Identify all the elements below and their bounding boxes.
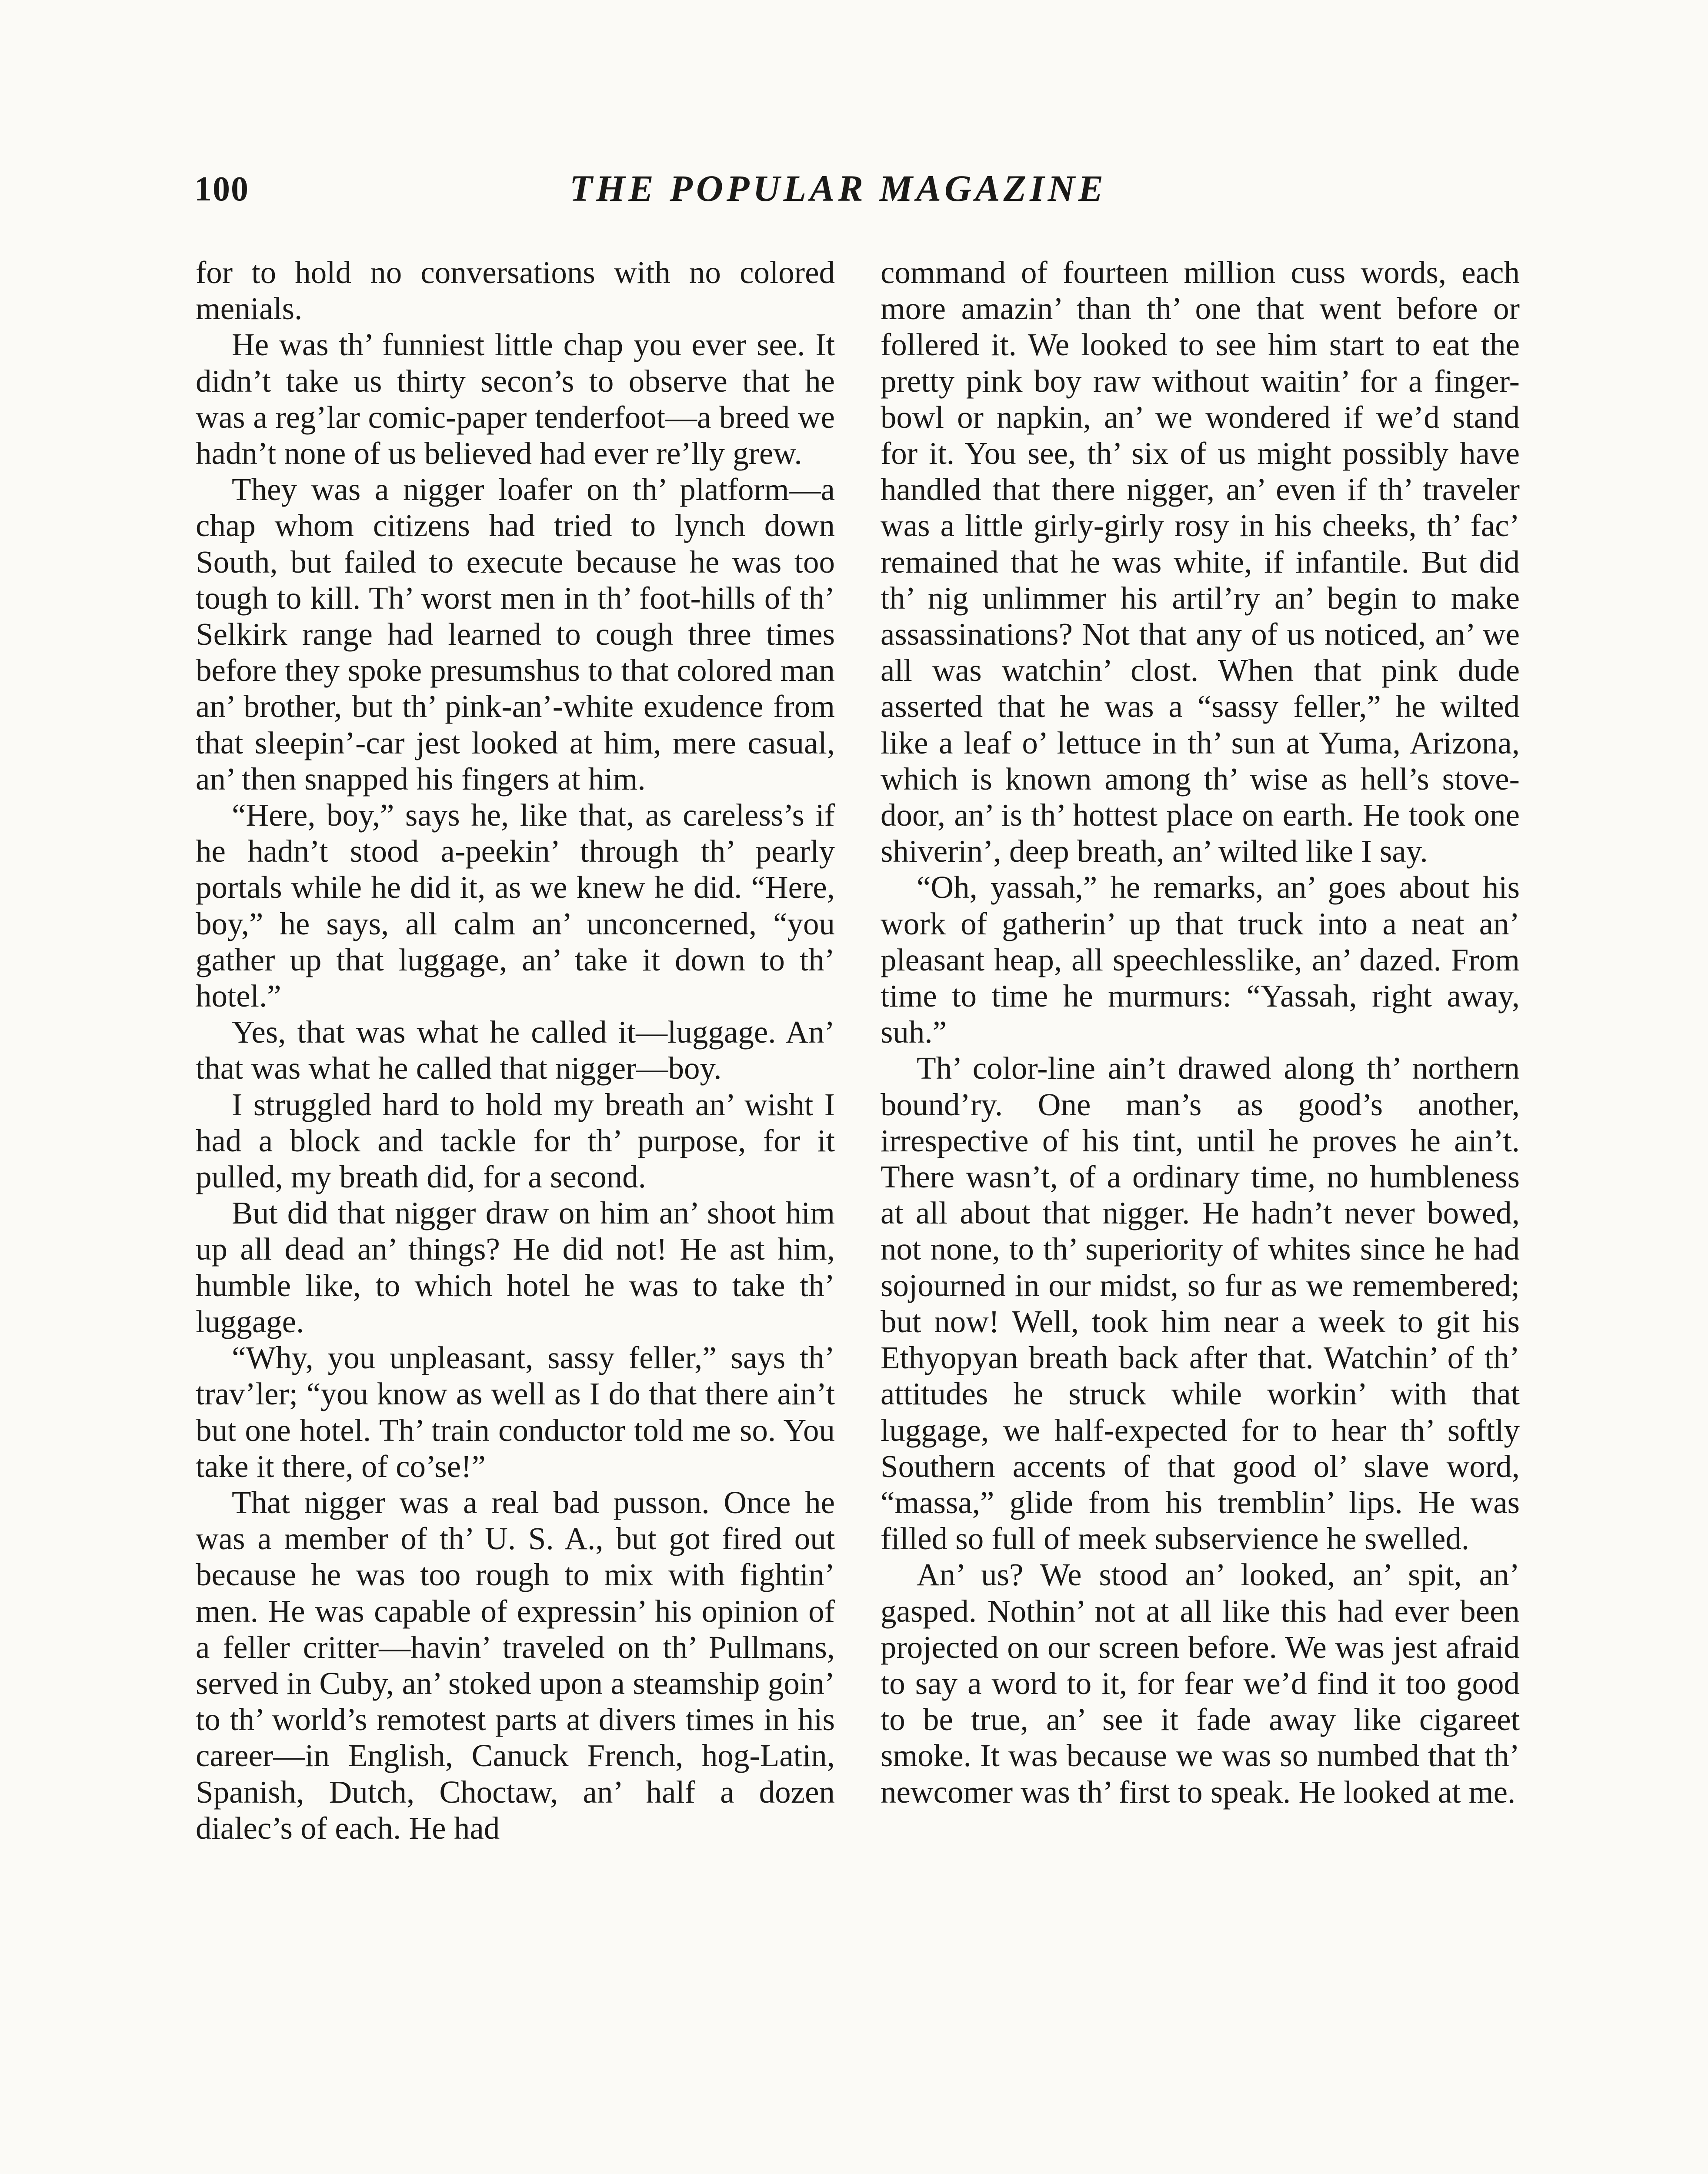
paragraph: That nigger was a real bad pusson. Once he was a member of th’ U. S. A., but got fired out because he was too rough to mix with fightin’ men. He was capable of expressin’ his opinion of a feller critter—havin’ traveled on th’ Pullmans, served in Cuby, an’ stoked upon a steamship goin’ to th’ world’s remotest parts at divers times in his career—in English, Canuck French, hog-Latin, Spanish, Dutch, Choctaw, an’ half a dozen dialec’s of each. He had xyxy=(196,1484,835,1846)
page-number: 100 xyxy=(194,170,249,208)
paragraph: “Why, you unpleasant, sassy feller,” says th’ trav’ler; “you know as well as I do that there ain’t but one hotel. Th’ train conductor told me so. You take it there, of co’se!” xyxy=(196,1340,835,1484)
paragraph: for to hold no conversations with no colored menials. xyxy=(196,255,835,327)
right-column xyxy=(881,254,1520,1810)
paragraph: But did that nigger draw on him an’ shoot him up all dead an’ things? He did not! He ast him, humble like, to which hotel he was to take th’ luggage. xyxy=(196,1195,835,1339)
paragraph: He was th’ funniest little chap you ever see. It didn’t take us thirty secon’s to observe that he was a reg’lar comic-paper tenderfoot—a breed we hadn’t none of us believed had ever re’lly grew. xyxy=(196,327,835,471)
paragraph: They was a nigger loafer on th’ platform—a chap whom citizens had tried to lynch down South, but failed to execute because he was too tough to kill. Th’ worst men in th’ foot-hills of th’ Selkirk range had learned to cough three times before they spoke presumshus to that colored man an’ brother, but th’ pink-an’-white exudence from that sleepin’-car jest looked at him, mere casual, an’ then snapped his fingers at him. xyxy=(196,472,835,797)
left-column xyxy=(196,254,835,1846)
paragraph: An’ us? We stood an’ looked, an’ spit, an’ gasped. Nothin’ not at all like this had ever been projected on our screen before. We was jest afraid to say a word to it, for fear we’d find it too good to be true, an’ see it fade away like cigareet smoke. It was because we was so numbed that th’ newcomer was th’ first to speak. He looked at me. xyxy=(881,1557,1520,1810)
paragraph: “Here, boy,” says he, like that, as careless’s if he hadn’t stood a-peekin’ through th’ pearly portals while he did it, as we knew he did. “Here, boy,” he says, all calm an’ unconcerned, “you gather up that luggage, an’ take it down to th’ hotel.” xyxy=(196,797,835,1014)
paragraph: command of fourteen million cuss words, each more amazin’ than th’ one that went before or follered it. We looked to see him start to eat the pretty pink boy raw without waitin’ for a finger-bowl or napkin, an’ we wondered if we’d stand for it. You see, th’ six of us might possibly have handled that there nigger, an’ even if th’ traveler was a little girly-girly rosy in his cheeks, th’ fac’ remained that he was white, if infantile. But did th’ nig unlimmer his artil’ry an’ begin to make assassinations? Not that any of us noticed, an’ we all was watchin’ clost. When that pink dude asserted that he was a “sassy feller,” he wilted like a leaf o’ lettuce in th’ sun at Yuma, Arizona, which is known among th’ wise as hell’s stove-door, an’ is th’ hottest place on earth. He took one shiverin’, deep breath, an’ wilted like I say. xyxy=(881,255,1520,869)
paragraph: Th’ color-line ain’t drawed along th’ northern bound’ry. One man’s as good’s another, irrespective of his tint, until he proves he ain’t. There wasn’t, of a ordinary time, no humbleness at all about that nigger. He hadn’t never bowed, not none, to th’ superiority of whites since he had sojourned in our midst, so fur as we remembered; but now! Well, took him near a week to git his Ethyopyan breath back after that. Watchin’ of th’ attitudes he struck while workin’ with that luggage, we half-expected for to hear th’ softly Southern accents of that good ol’ slave word, “massa,” glide from his tremblin’ lips. He was filled so full of meek subservience he swelled. xyxy=(881,1050,1520,1557)
paragraph: Yes, that was what he called it—luggage. An’ that was what he called that nigger—boy. xyxy=(196,1014,835,1086)
running-head: THE POPULAR MAGAZINE xyxy=(570,167,1107,209)
paragraph: I struggled hard to hold my breath an’ wisht I had a block and tackle for th’ purpose, for it pulled, my breath did, for a second. xyxy=(196,1087,835,1195)
paragraph: “Oh, yassah,” he remarks, an’ goes about his work of gatherin’ up that truck into a neat an’ pleasant heap, all speechlesslike, an’ dazed. From time to time he murmurs: “Yassah, right away, suh.” xyxy=(881,870,1520,1050)
